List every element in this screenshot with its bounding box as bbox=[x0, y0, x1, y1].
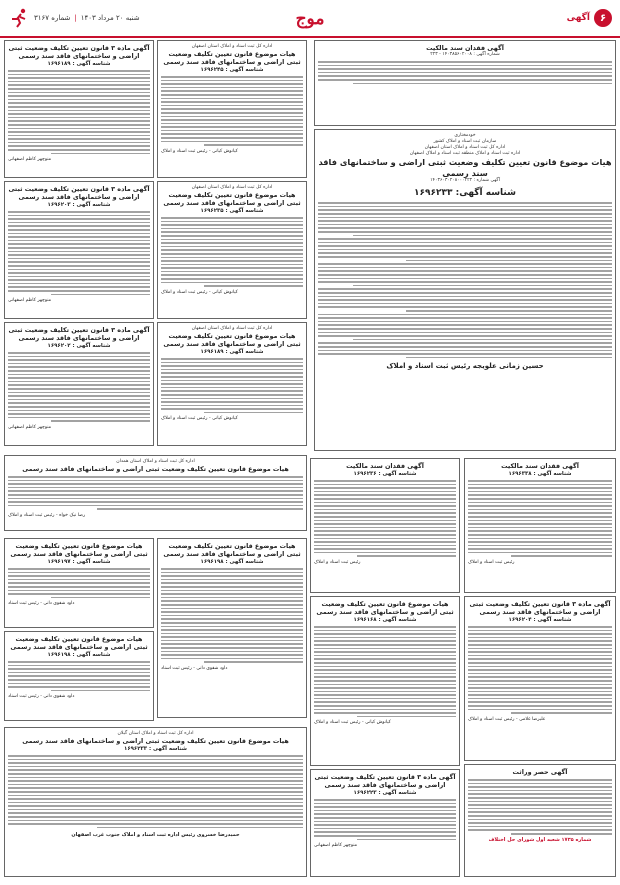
notice-signature: رئیس ثبت اسناد و املاک bbox=[468, 560, 515, 566]
bottom-left-block bbox=[4, 727, 307, 881]
notice-signature: کیانوش کیانی - رئیس ثبت اسناد و املاک bbox=[161, 416, 238, 422]
lower-mid-notice-2 bbox=[310, 596, 460, 766]
notice-signature: کیانوش کیانی - رئیس ثبت اسناد و املاک bbox=[161, 148, 238, 154]
lower-mid-notice-3 bbox=[310, 769, 460, 877]
logo-text: موج bbox=[295, 9, 325, 29]
notice-title: هیات موضوع قانون تعیین تکلیف وضعیت ثبتی اراضی و ساختمانهای فاقد سند رسمی bbox=[10, 635, 148, 651]
notice-sid: شناسه آگهی : ۱۶۹۶۳۳۸ bbox=[508, 471, 572, 477]
section-label: آگهی bbox=[566, 13, 590, 23]
issue-info: شنبه ۲۰ مرداد ۱۴۰۳ | شماره ۳۱۶۷ bbox=[8, 8, 140, 28]
notice-sid: شناسه آگهی : ۱۶۹۶۱۹۸ bbox=[200, 559, 264, 565]
notice-header-1: خودمختاری bbox=[454, 133, 476, 138]
notice-header: اداره کل ثبت اسناد و املاک استان اصفهان bbox=[191, 326, 273, 331]
notice-signature: کیانوش کیانی - رئیس ثبت اسناد و املاک bbox=[161, 289, 238, 295]
notice-signature: منوچهر کاظم اصفهانی bbox=[8, 157, 52, 163]
notice-title: هیات موضوع قانون تعیین تکلیف وضعیت ثبتی اراضی و ساختمانهای فاقد سند رسمی bbox=[163, 190, 301, 207]
right-column bbox=[464, 458, 616, 881]
notice-signature: حمیدرضا خسروی رئیس اداره ثبت اسناد و املاک جنوب غرب اصفهان bbox=[71, 832, 240, 839]
newspaper-logo bbox=[270, 6, 350, 32]
notice-header-2: سازمان ثبت اسناد و املاک کشور bbox=[433, 138, 497, 144]
notice-title: آگهی فقدان سند مالکیت bbox=[426, 44, 504, 52]
left-notice-1 bbox=[4, 40, 154, 178]
right-notice-3 bbox=[464, 764, 616, 877]
notice-signature: شماره ۱۷۳۵ شعبه اول شورای حل اختلاف bbox=[488, 836, 592, 843]
notice-signature: علیرضا غلامی - رئیس ثبت اسناد و املاک bbox=[468, 716, 546, 722]
notice-signature: منوچهر کاظم اصفهانی bbox=[8, 424, 52, 430]
notice-signature: کیانوش کیانی - رئیس ثبت اسناد و املاک bbox=[314, 720, 391, 726]
notice-header-4: اداره ثبت اسناد و املاک منطقه ثبت اسناد و املاک اصفهان bbox=[409, 150, 521, 156]
main-notice-title: هیات موضوع قانون تعیین تکلیف وضعیت ثبتی اراضی و ساختمانهای فاقد سند رسمی bbox=[318, 156, 612, 178]
main-notice bbox=[314, 129, 616, 451]
page-header bbox=[0, 0, 620, 38]
main-notice-sid: شناسه آگهی: ۱۶۹۶۲۳۳ bbox=[414, 188, 516, 199]
notice-sid: شناسه آگهی : ۱۶۹۶۲۳۳ bbox=[124, 745, 187, 752]
left-column bbox=[4, 40, 154, 450]
right-notice-2 bbox=[464, 596, 616, 761]
notice-header: اداره کل ثبت اسناد و املاک استان اصفهان bbox=[191, 185, 273, 190]
issue-date: شنبه ۲۰ مرداد ۱۴۰۳ bbox=[80, 14, 140, 22]
notice-title: آگهی ماده ۳ قانون تعیین تکلیف وضعیت ثبتی اراضی و ساختمانهای فاقد سند رسمی bbox=[469, 600, 611, 616]
notice-signature: داود شفوی دانی - رئیس ثبت اسناد bbox=[8, 694, 75, 700]
lower-left-b-notice bbox=[157, 538, 307, 718]
lower-wide-notice bbox=[4, 455, 307, 531]
right-notice-1 bbox=[464, 458, 616, 593]
mid2-notice-3 bbox=[157, 322, 307, 446]
notice-sid: شناسه آگهی : ۱۶۹۶۲۰۳ bbox=[47, 202, 111, 208]
notice-sid: شناسه آگهی : ۱۶۹۶۲۳۶ bbox=[353, 471, 417, 477]
notice-signature: منوچهر کاظم اصفهانی bbox=[314, 843, 358, 849]
notice-title: آگهی ماده ۳ قانون تعیین تکلیف وضعیت ثبتی اراضی و ساختمانهای فاقد سند رسمی bbox=[8, 44, 150, 60]
notice-title: هیات موضوع قانون تعیین تکلیف وضعیت ثبتی اراضی و ساختمانهای فاقد سند رسمی bbox=[10, 542, 148, 558]
notice-title: هیات موضوع قانون تعیین تکلیف وضعیت ثبتی اراضی و ساختمانهای فاقد سند رسمی bbox=[22, 736, 289, 745]
notice-title: هیات موضوع قانون تعیین تکلیف وضعیت ثبتی اراضی و ساختمانهای فاقد سند رسمی bbox=[163, 49, 301, 66]
notice-title: آگهی ماده ۳ قانون تعیین تکلیف وضعیت ثبتی اراضی و ساختمانهای فاقد سند رسمی bbox=[8, 326, 150, 342]
notice-title: آگهی فقدان سند مالکیت bbox=[501, 462, 579, 470]
notice-title: هیات موضوع قانون تعیین تکلیف وضعیت ثبتی اراضی و ساختمانهای فاقد سند رسمی bbox=[22, 464, 289, 473]
notice-header: اداره کل ثبت اسناد و املاک استان اصفهان bbox=[191, 44, 273, 49]
left-notice-2 bbox=[4, 181, 154, 319]
bottom-left-notice bbox=[4, 727, 307, 877]
notice-sid: شناسه آگهی : ۱۶۹۶۲۰۲ bbox=[47, 343, 111, 349]
notice-header: اداره کل ثبت اسناد و املاک استان گیلان bbox=[117, 731, 194, 736]
notice-title: هیات موضوع قانون تعیین تکلیف وضعیت ثبتی اراضی و ساختمانهای فاقد سند رسمی bbox=[163, 542, 301, 558]
lower-left-b bbox=[157, 538, 307, 724]
notice-title: آگهی حصر وراثت bbox=[512, 768, 568, 776]
lower-wide-block bbox=[4, 455, 307, 535]
notice-sid: شناسه آگهی : ۱۶۹۶۱۸۹ bbox=[200, 348, 264, 355]
left-notice-3 bbox=[4, 322, 154, 446]
notice-sid: شناسه آگهی : ۱۶۹۶۱۹۷ bbox=[47, 559, 111, 565]
notice-sid: شناسه آگهی : ۱۶۹۶۱۸۹ bbox=[47, 61, 111, 67]
notice-title: آگهی ماده ۳ قانون تعیین تکلیف وضعیت ثبتی اراضی و ساختمانهای فاقد سند رسمی bbox=[314, 773, 456, 789]
mid-left-column bbox=[157, 40, 307, 450]
main-top-notice bbox=[314, 40, 616, 126]
notice-sid: شناسه آگهی : ۱۶۹۶۲۴۵ bbox=[200, 66, 264, 73]
lower-left-notice-1 bbox=[4, 538, 154, 628]
notice-signature: منوچهر کاظم اصفهانی bbox=[8, 298, 52, 304]
notice-title: آگهی ماده ۳ قانون تعیین تکلیف وضعیت ثبتی اراضی و ساختمانهای فاقد سند رسمی bbox=[8, 185, 150, 201]
notice-sid: شناسه آگهی : ۱۶۹۶۱۶۸ bbox=[353, 617, 417, 623]
mid2-notice-2 bbox=[157, 181, 307, 319]
notice-sid: شناسه آگهی : ۱۶۹۶۲۰۴ bbox=[508, 617, 572, 623]
lower-mid-notice-1 bbox=[310, 458, 460, 593]
lower-left-notice-2 bbox=[4, 631, 154, 721]
lower-left-a bbox=[4, 538, 154, 724]
page-number: ۶ bbox=[594, 9, 612, 27]
notice-title: هیات موضوع قانون تعیین تکلیف وضعیت ثبتی اراضی و ساختمانهای فاقد سند رسمی bbox=[163, 331, 301, 348]
notice-id: شماره آگهی : ۱۴۰۳۸۵۶۰۲۰۰۸ - ۲۲۳ bbox=[430, 52, 500, 57]
notice-title: آگهی فقدان سند مالکیت bbox=[346, 462, 424, 470]
notice-signature: رئیس ثبت اسناد و املاک bbox=[314, 560, 361, 566]
main-notice-signature: حسین زمانی علویجه رئیس ثبت اسناد و املاک bbox=[386, 362, 544, 371]
notice-sid: شناسه آگهی : ۱۶۹۶۱۹۸ bbox=[47, 652, 111, 658]
notice-sid: شناسه آگهی : ۱۶۹۶۲۳۵ bbox=[200, 207, 264, 214]
issue-number: شماره ۳۱۶۷ bbox=[34, 14, 71, 22]
notice-signature: داود شفوی دانی - رئیس ثبت اسناد bbox=[8, 601, 75, 607]
notice-title: هیات موضوع قانون تعیین تکلیف وضعیت ثبتی اراضی و ساختمانهای فاقد سند رسمی bbox=[316, 600, 454, 616]
page-number-box bbox=[567, 9, 612, 27]
main-notice-ref: آگهی شماره : ۱۴۰۳۶۰۳۰۲۰۸۰۰۰۲۲۳ bbox=[430, 178, 500, 184]
notice-signature: رضا نیک خواه - رئیس ثبت اسناد و املاک bbox=[8, 512, 86, 518]
notice-signature: داود شفوی دانی - رئیس ثبت اسناد bbox=[161, 666, 228, 672]
main-notice-column bbox=[314, 40, 616, 455]
notice-sid: شناسه آگهی : ۱۶۹۶۲۲۳ bbox=[353, 790, 417, 796]
lower-mid-column bbox=[310, 458, 460, 881]
notice-header-3: اداره کل ثبت اسناد و املاک استان اصفهان bbox=[424, 144, 506, 150]
notice-header: اداره کل ثبت اسناد و املاک استان همدان bbox=[116, 459, 195, 464]
runner-icon bbox=[8, 8, 30, 28]
mid2-notice-1 bbox=[157, 40, 307, 178]
